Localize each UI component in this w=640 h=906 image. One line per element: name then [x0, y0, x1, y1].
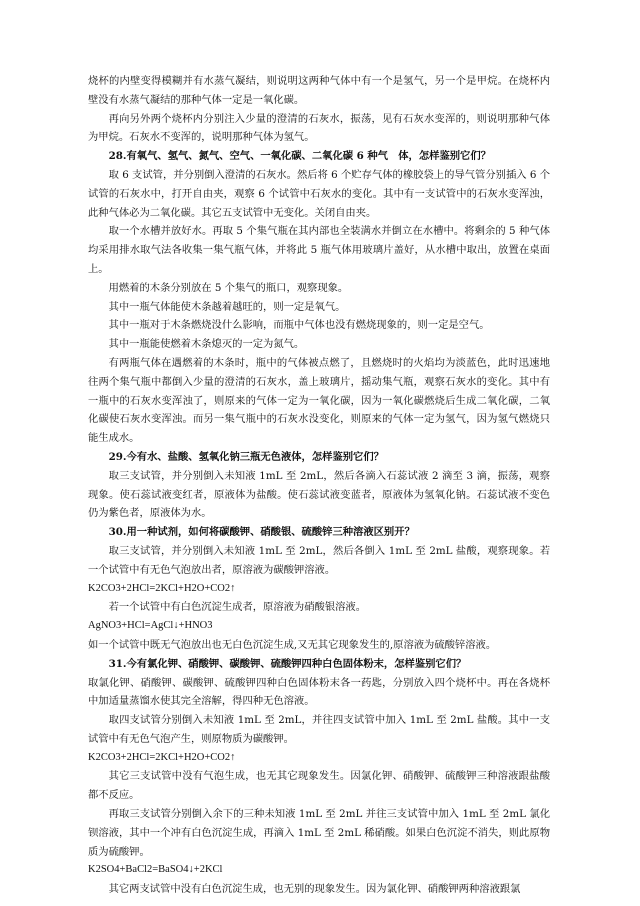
- body-paragraph: 取氯化钾、硝酸钾、碳酸钾、硫酸钾四种白色固体粉末各一药匙，分别放入四个烧杯中。再在各烧杯中加适量蒸馏水使其完全溶解，得四种无色溶液。: [88, 676, 550, 708]
- body-paragraph: 其中一瓶能使燃着木条熄灭的一定为氮气。: [108, 338, 305, 351]
- body-paragraph: 取四支试管分别倒入未知液 1mL 至 2mL，并往四支试管中加入 1mL 至 2mL 盐酸。其中一支试管中有无色气泡产生，则原物质为碳酸钾。: [88, 714, 550, 745]
- question-heading: 29.今有水、盐酸、氢氧化钠三瓶无色液体，怎样鉴别它们？: [108, 450, 384, 463]
- body-paragraph: 烧杯的内壁变得模糊并有水蒸气凝结，则说明这两种气体中有一个是氢气，另一个是甲烷。在烧杯内壁没有水蒸气凝结的那种气体一定是一氧化碳。: [88, 75, 550, 106]
- chemical-equation: K2CO3+2HCl=2KCl+H2O+CO2↑: [88, 751, 236, 763]
- body-paragraph: 再取三支试管分别倒入余下的三种未知液 1mL 至 2mL 并往三支试管中加入 1mL 至 2mL 氯化钡溶液，其中一个冲有白色沉淀生成，再滴入 1mL 至 2mL 稀硝酸。如果白色沉淀不消失，则此原物质为硫酸钾。: [88, 808, 550, 858]
- body-paragraph: 再向另外两个烧杯内分别注入少量的澄清的石灰水，振荡，见有石灰水变浑的，则说明那种气体为甲烷。石灰水不变浑的，说明那种气体为氢气。: [88, 112, 550, 144]
- question-heading: 31.今有氯化钾、硝酸钾、碳酸钾、硫酸钾四种白色固体粉末，怎样鉴别它们？: [108, 657, 467, 670]
- body-paragraph: 若一个试管中有白色沉淀生成者，原溶液为硝酸银溶液。: [108, 601, 367, 614]
- chemical-equation: AgNO3+HCl=AgCl↓+HNO3: [88, 620, 213, 632]
- body-paragraph: 用燃着的木条分别放在 5 个集气的瓶口，观察现象。: [108, 281, 349, 294]
- chemical-equation: K2SO4+BaCl2=BaSO4↓+2KCl: [88, 864, 223, 876]
- body-paragraph: 其它三支试管中没有气泡生成，也无其它现象发生。因氯化钾、硝酸钾、硫酸钾三种溶液跟盐酸都不反应。: [88, 770, 550, 802]
- body-paragraph: 其中一瓶气体能使木条越着越旺的，则一定是氧气。: [108, 300, 346, 313]
- document-body: [88, 72, 550, 899]
- chemical-equation: K2CO3+2HCl=2KCl+H2O+CO2↑: [88, 582, 236, 594]
- body-paragraph: 取一个水槽并放好水。再取 5 个集气瓶在其内部也全装满水并倒立在水槽中。将剩余的 5 种气体均采用排水取气法各收集一集气瓶气体，并将此 5 瓶气体用玻璃片盖好，从水槽中取出，放置在桌面上。: [88, 225, 550, 275]
- body-paragraph: 其它两支试管中没有白色沉淀生成，也无别的现象发生。因为氯化钾、硝酸钾两种溶液跟氯: [108, 883, 521, 896]
- body-paragraph: 取 6 支试管，并分别倒入澄清的石灰水。然后将 6 个贮存气体的橡胶袋上的导气管分别插入 6 个试管的石灰水中，打开自由夹，观察 6 个试管中石灰水的变化。其中有一支试管中的石灰水变浑浊，此种气体必为二氧化碳。其它五支试管中无变化。关闭自由夹。: [88, 168, 550, 219]
- question-heading: 28.有氧气、氢气、氮气、空气、一氧化碳、二氧化碳 6 种气 体，怎样鉴别它们？: [108, 150, 491, 163]
- body-paragraph: 如一个试管中既无气泡放出也无白色沉淀生成,又无其它现象发生的,原溶液为硫酸锌溶液。: [88, 638, 497, 651]
- body-paragraph: 有两瓶气体在遇燃着的木条时，瓶中的气体被点燃了，且燃烧时的火焰均为淡蓝色，此时迅速地往两个集气瓶中都倒入少量的澄清的石灰水，盖上玻璃片，摇动集气瓶，观察石灰水的变化。其中有一瓶中的石灰水变浑浊了，则原来的气体一定为一氧化碳，因为一氧化碳燃烧后生成二氧化碳，二氧化碳使石灰水变浑浊。而另一集气瓶中的石灰水没变化，则原来的气体一定为氢气，因为氢气燃烧只能生成水。: [88, 356, 550, 445]
- body-paragraph: 其中一瓶对于木条燃烧没什么影响，而瓶中气体也没有燃烧现象的，则一定是空气。: [108, 319, 490, 332]
- body-paragraph: 取三支试管，并分别倒入未知液 1mL 至 2mL，然后各倒入 1mL 至 2mL 盐酸，观察现象。若一个试管中有无色气泡放出者，原溶液为碳酸钾溶液。: [88, 544, 550, 576]
- body-paragraph: 取三支试管，并分别倒入未知液 1mL 至 2mL，然后各滴入石蕊试液 2 滴至 3 滴，振荡，观察现象。使石蕊试液变红者，原液体为盐酸。使石蕊试液变蓝者，原液体为氢氧化钠。石蕊试液不变色仍为紫色者，原液体为水。: [88, 469, 550, 520]
- question-heading: 30.用一种试剂，如何将碳酸钾、硝酸银、硫酸锌三种溶液区别开？: [108, 526, 415, 539]
